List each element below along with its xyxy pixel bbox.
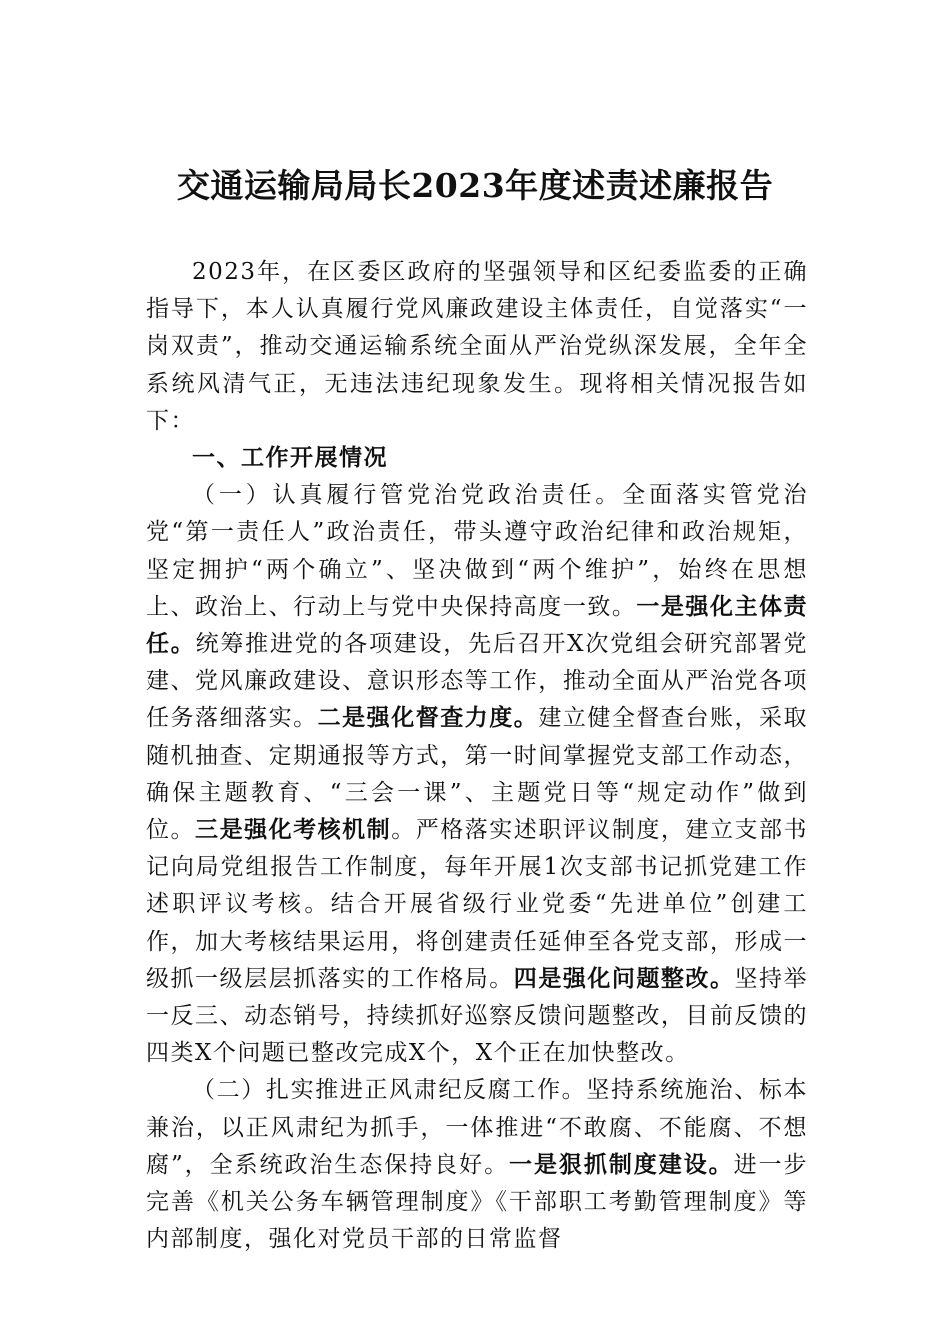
point-four-text: 坚持举一反三、动态销号，持续抓好巡察反馈问题整改，目前反馈的四类X个问题已整改完成X个，X个正在加快整改。 (146, 965, 809, 1067)
point-two-heading: 二是强化督查力度。 (317, 705, 539, 732)
intro-paragraph: 2023年，在区委区政府的坚强领导和区纪委监委的正确指导下，本人认真履行党风廉政建设主体责任，自觉落实“一岗双责”，推动交通运输系统全面从严治党纵深发展，全年全系统风清气正，无违法违纪现象发生。现将相关情况报告如下： (146, 259, 808, 434)
document-title: 交通运输局局长2023年度述责述廉报告 (176, 166, 774, 205)
point-two-text: 建立健全督查台账，采取随机抽查、定期通报等方式，第一时间掌握党支部工作动态，确保主题教育、“三会一课”、主题党日等“规定动作”做到位。 (146, 705, 809, 844)
point-three-text: 。严格落实述职评议制度，建立支部书记向局党组报告工作制度，每年开展1次支部书记抓党建工作述职评议考核。结合开展省级行业党委“先进单位”创建工作，加大考核结果运用，将创建责任延伸至各党支部，形成一级抓一级层层抓落实的工作格局。 (146, 817, 809, 992)
point-three-heading: 三是强化考核机制 (195, 817, 392, 844)
part-one-lead: （一）认真履行管党治党政治责任。全面落实管党治党“第一责任人”政治责任，带头遵守政治纪律和政治规矩，坚定拥护“两个确立”、坚决做到“两个维护”，始终在思想上、政治上、行动上与党中央保持高度一致。 (146, 482, 808, 620)
part-one-paragraph (146, 477, 808, 1072)
document-body (146, 254, 808, 1258)
part-two-lead: （二）扎实推进正风肃纪反腐工作。坚持系统施治、标本兼治，以正风肃纪为抓手，一体推进“不敢腐、不能腐、不想腐”，全系统政治生态保持良好。 (146, 1077, 808, 1178)
point-one-heading: 一是强化主体责任。 (146, 593, 809, 658)
point-four-heading: 四是强化问题整改。 (513, 965, 735, 992)
part-two-point-one-heading: 一是狠抓制度建设。 (509, 1151, 734, 1178)
part-two-paragraph (146, 1072, 808, 1258)
point-one-text: 统筹推进党的各项建设，先后召开X次党组会研究部署党建、党风廉政建设、意识形态等工作，推动全面从严治党各项任务落细落实。 (146, 631, 809, 732)
section-heading: 一、工作开展情况 (192, 445, 388, 472)
part-two-point-one-text: 进一步完善《机关公务车辆管理制度》《干部职工考勤管理制度》等内部制度，强化对党员干部的日常监督 (146, 1151, 808, 1253)
